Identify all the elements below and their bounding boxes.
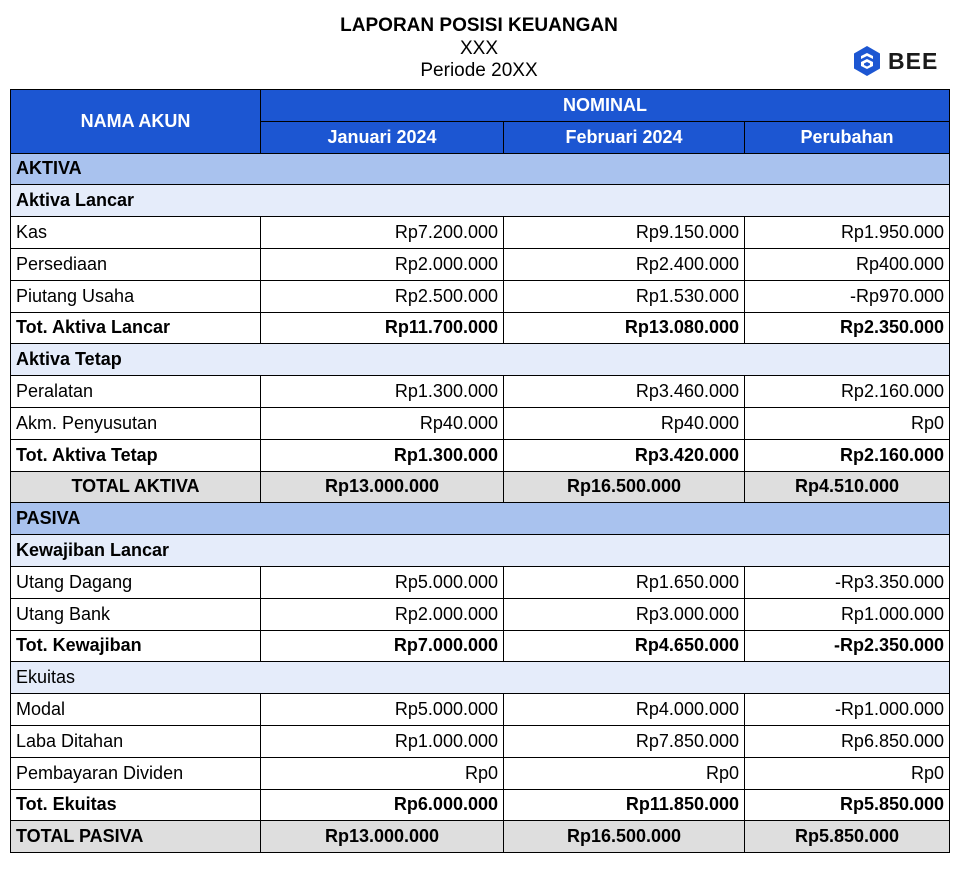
jan-value: Rp7.200.000: [261, 217, 504, 249]
feb-value: Rp13.080.000: [504, 312, 745, 344]
feb-value: Rp1.650.000: [504, 566, 745, 598]
account-label: Modal: [11, 694, 261, 726]
balance-sheet-table: [10, 89, 950, 853]
subsection-row-aktiva-tetap: [11, 344, 950, 376]
feb-value: Rp2.400.000: [504, 248, 745, 280]
feb-value: Rp7.850.000: [504, 725, 745, 757]
subsection-label: Aktiva Lancar: [11, 185, 950, 217]
change-value: -Rp1.000.000: [745, 694, 950, 726]
feb-value: Rp0: [504, 757, 745, 789]
change-value: Rp4.510.000: [745, 471, 950, 503]
subsection-row-ekuitas: [11, 662, 950, 694]
change-value: -Rp970.000: [745, 280, 950, 312]
grand-total-row-pasiva: [11, 821, 950, 853]
feb-value: Rp3.000.000: [504, 598, 745, 630]
col-header-nominal: NOMINAL: [261, 90, 950, 122]
account-label: Akm. Penyusutan: [11, 407, 261, 439]
bee-hexagon-logo-icon: [852, 45, 882, 77]
account-label: Tot. Kewajiban: [11, 630, 261, 662]
feb-value: Rp3.460.000: [504, 376, 745, 408]
feb-value: Rp16.500.000: [504, 821, 745, 853]
subtotal-row: [11, 789, 950, 821]
change-value: Rp0: [745, 407, 950, 439]
jan-value: Rp1.000.000: [261, 725, 504, 757]
account-label: Tot. Ekuitas: [11, 789, 261, 821]
table-row: [11, 407, 950, 439]
account-label: Piutang Usaha: [11, 280, 261, 312]
table-row: [11, 376, 950, 408]
feb-value: Rp4.650.000: [504, 630, 745, 662]
section-label: PASIVA: [11, 503, 950, 535]
change-value: Rp6.850.000: [745, 725, 950, 757]
table-row: [11, 725, 950, 757]
change-value: Rp400.000: [745, 248, 950, 280]
subtotal-row: [11, 630, 950, 662]
change-value: -Rp2.350.000: [745, 630, 950, 662]
account-label: Persediaan: [11, 248, 261, 280]
account-label: Peralatan: [11, 376, 261, 408]
change-value: Rp5.850.000: [745, 821, 950, 853]
jan-value: Rp2.500.000: [261, 280, 504, 312]
jan-value: Rp5.000.000: [261, 694, 504, 726]
section-row-aktiva: [11, 153, 950, 185]
change-value: -Rp3.350.000: [745, 566, 950, 598]
feb-value: Rp1.530.000: [504, 280, 745, 312]
report-header: [0, 14, 958, 82]
subsection-row-kewajiban-lancar: [11, 535, 950, 567]
account-label: Utang Dagang: [11, 566, 261, 598]
subsection-label: Ekuitas: [11, 662, 950, 694]
account-label: Tot. Aktiva Lancar: [11, 312, 261, 344]
col-header-account: NAMA AKUN: [11, 90, 261, 154]
feb-value: Rp3.420.000: [504, 439, 745, 471]
report-title: LAPORAN POSISI KEUANGAN: [340, 15, 618, 36]
table-row: [11, 217, 950, 249]
col-header-jan: Januari 2024: [261, 121, 504, 153]
account-label: Pembayaran Dividen: [11, 757, 261, 789]
change-value: Rp0: [745, 757, 950, 789]
change-value: Rp5.850.000: [745, 789, 950, 821]
table-row: [11, 248, 950, 280]
feb-value: Rp9.150.000: [504, 217, 745, 249]
jan-value: Rp0: [261, 757, 504, 789]
change-value: Rp2.160.000: [745, 376, 950, 408]
grand-total-row-aktiva: [11, 471, 950, 503]
jan-value: Rp2.000.000: [261, 248, 504, 280]
jan-value: Rp7.000.000: [261, 630, 504, 662]
subsection-label: Kewajiban Lancar: [11, 535, 950, 567]
account-label: Kas: [11, 217, 261, 249]
subtotal-row: [11, 439, 950, 471]
change-value: Rp1.000.000: [745, 598, 950, 630]
section-row-pasiva: [11, 503, 950, 535]
table-row: [11, 598, 950, 630]
subtotal-row: [11, 312, 950, 344]
table-row: [11, 757, 950, 789]
jan-value: Rp13.000.000: [261, 471, 504, 503]
feb-value: Rp40.000: [504, 407, 745, 439]
subsection-label: Aktiva Tetap: [11, 344, 950, 376]
jan-value: Rp11.700.000: [261, 312, 504, 344]
jan-value: Rp13.000.000: [261, 821, 504, 853]
change-value: Rp2.350.000: [745, 312, 950, 344]
jan-value: Rp6.000.000: [261, 789, 504, 821]
jan-value: Rp1.300.000: [261, 376, 504, 408]
jan-value: Rp5.000.000: [261, 566, 504, 598]
section-label: AKTIVA: [11, 153, 950, 185]
col-header-feb: Februari 2024: [504, 121, 745, 153]
account-label: Tot. Aktiva Tetap: [11, 439, 261, 471]
feb-value: Rp11.850.000: [504, 789, 745, 821]
company-name: XXX: [459, 38, 499, 59]
account-label: TOTAL AKTIVA: [11, 471, 261, 503]
feb-value: Rp16.500.000: [504, 471, 745, 503]
subsection-row-aktiva-lancar: [11, 185, 950, 217]
account-label: TOTAL PASIVA: [11, 821, 261, 853]
table-row: [11, 694, 950, 726]
change-value: Rp2.160.000: [745, 439, 950, 471]
table-row: [11, 280, 950, 312]
jan-value: Rp40.000: [261, 407, 504, 439]
table-row: [11, 566, 950, 598]
account-label: Utang Bank: [11, 598, 261, 630]
jan-value: Rp2.000.000: [261, 598, 504, 630]
feb-value: Rp4.000.000: [504, 694, 745, 726]
logo-text: BEE: [888, 47, 939, 74]
change-value: Rp1.950.000: [745, 217, 950, 249]
account-label: Laba Ditahan: [11, 725, 261, 757]
bee-logo: [852, 45, 938, 77]
col-header-change: Perubahan: [745, 121, 950, 153]
report-period: Periode 20XX: [420, 60, 538, 81]
jan-value: Rp1.300.000: [261, 439, 504, 471]
